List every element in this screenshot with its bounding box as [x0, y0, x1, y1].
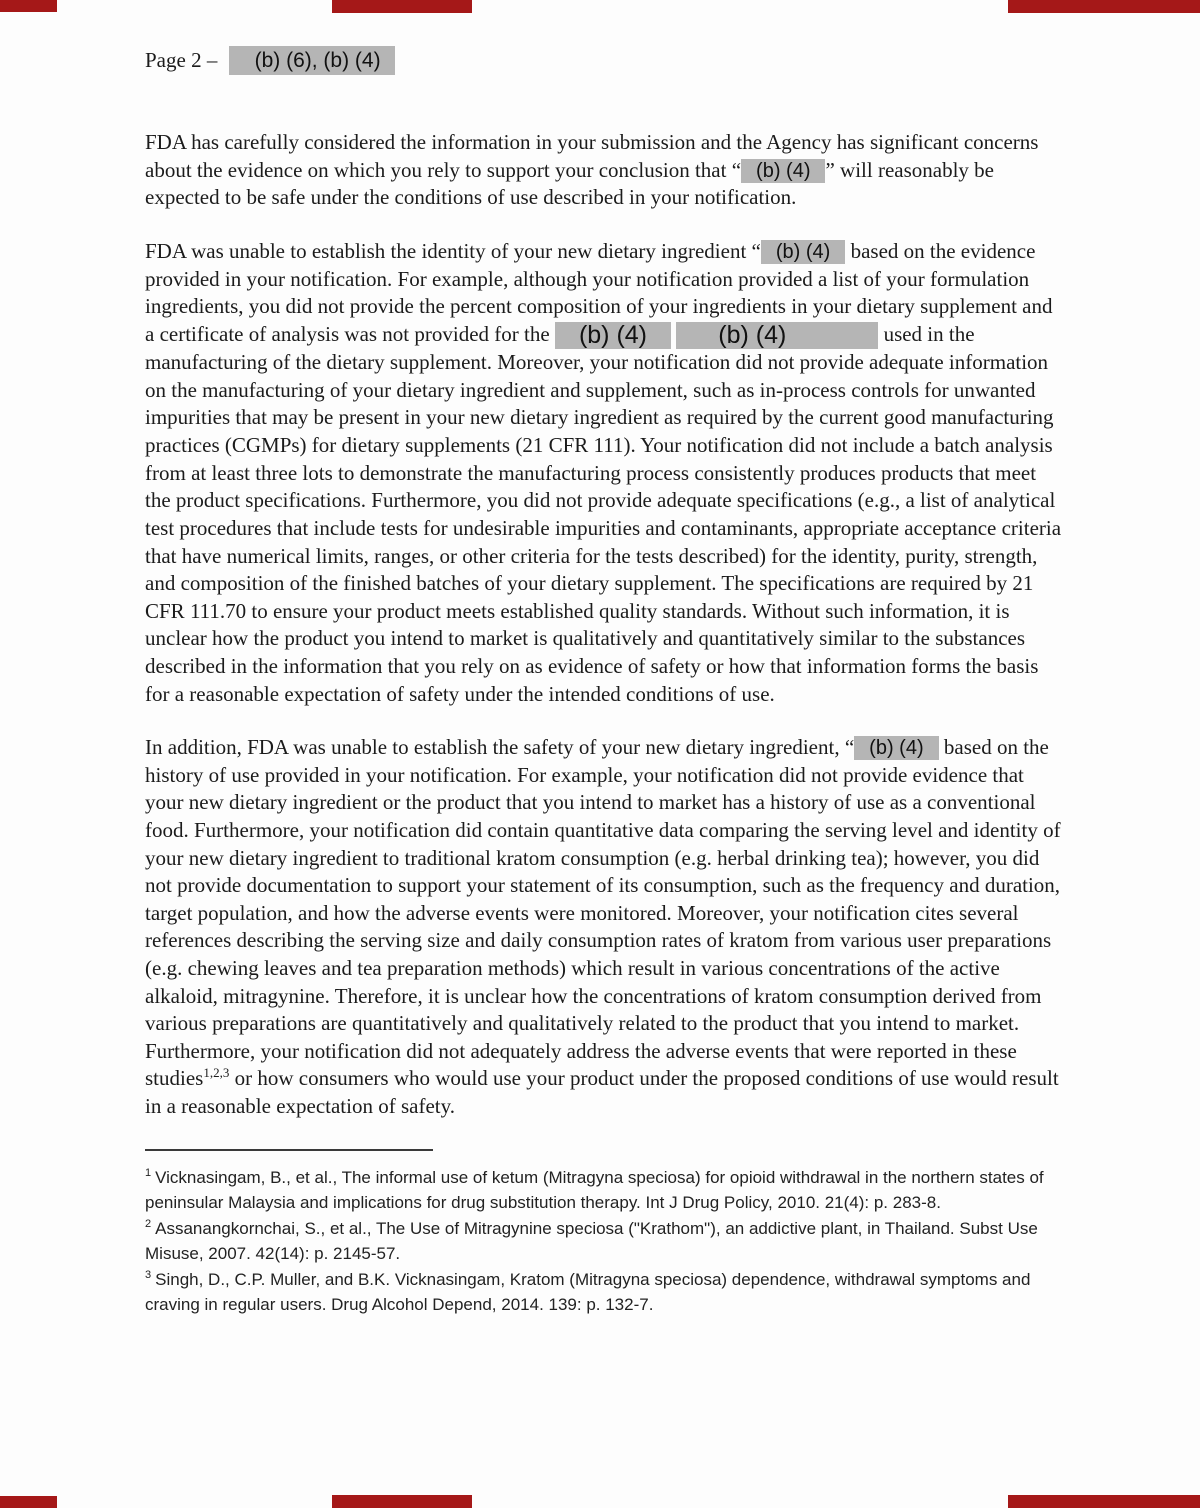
footnote [145, 1267, 1065, 1318]
footnote-marker: 1 [145, 1167, 152, 1180]
redaction-box: (b) (4) [761, 240, 845, 264]
paragraph-text: In addition, FDA was unable to establish the safety of your new dietary ingredient, “ [145, 735, 855, 760]
scan-artifact-bottom-left [0, 1496, 57, 1508]
footnote-text: Singh, D., C.P. Muller, and B.K. Vicknasingam, Kratom (Mitragyna speciosa) dependence, withdrawal symptoms and craving in regular users. Drug Alcohol Depend, 2014. 139: p. 132-7. [145, 1269, 1031, 1315]
scan-artifact-top-left [0, 0, 57, 12]
paragraph-text: FDA has carefully considered the information in your submission and the Agency has significant concerns about the evidence on which you rely to support your conclusion that “ [145, 130, 1039, 182]
page-number-label: Page 2 – [145, 48, 218, 72]
paragraph-text: based on the history of use provided in your notification. For example, your notification did not provide evidence that your new dietary ingredient or the product that you intend to market has a history of use as a conventional food. Furthermore, your notification did contain quantitative data comparing the serving level and identity of your new dietary ingredient to traditional kratom consumption (e.g. herbal drinking tea); however, you did not provide documentation to support your statement of its consumption, such as the frequency and duration, target population, and how the adverse events were monitored. Moreover, your notification cites several references describing the serving size and daily consumption rates of kratom from various user preparations (e.g. chewing leaves and tea preparation methods) which result in various concentrations of the active alkaloid, mitragynine. Therefore, it is unclear how the concentrations of kratom consumption derived from various preparations are quantitatively and qualitatively related to the product that you intend to market. Furthermore, your notification did not adequately address the adverse events that were reported in these studies [145, 735, 1061, 1091]
footnote-marker: 3 [145, 1269, 152, 1282]
paragraph [145, 238, 1065, 708]
scan-artifact-top-right [1008, 0, 1200, 13]
scan-artifact-bottom-right [1008, 1495, 1200, 1508]
footnote-reference: 1,2,3 [203, 1065, 230, 1081]
redaction-box: (b) (4) [676, 322, 878, 350]
scan-artifact-bottom-middle [332, 1495, 472, 1508]
redaction-box: (b) (6), (b) (4) [229, 46, 395, 75]
paragraph-text: or how consumers who would use your product under the proposed conditions of use would result in a reasonable expectation of safety. [145, 1066, 1059, 1119]
paragraph-text: based on the evidence provided in your notification. For example, although your notification provided a list of your formulation ingredients, you did not provide the percent composition of your ingredients in your dietary supplement and a certificate of analysis was not provided for the [145, 238, 1053, 346]
redaction-box: (b) (4) [741, 159, 825, 183]
footnote-text: Assanangkornchai, S., et al., The Use of Mitragynine speciosa ("Krathom"), an addictive plant, in Thailand. Subst Use Misuse, 2007. 42(14): p. 2145-57. [145, 1218, 1038, 1264]
page-header [145, 46, 1065, 75]
footnote-marker: 2 [145, 1218, 152, 1231]
footnotes [145, 1165, 1065, 1318]
paragraph-text: ” will reasonably be expected to be safe under the conditions of use described in your notification. [145, 157, 995, 210]
paragraph-text: FDA was unable to establish the identity of your new dietary ingredient “ [145, 238, 761, 263]
paragraph-text: used in the manufacturing of the dietary supplement. Moreover, your notification did not provide adequate information on the manufacturing of your dietary ingredient and supplement, such as in-process controls for unwanted impurities that may be present in your new dietary ingredient as required by the current good manufacturing practices (CGMPs) for dietary supplements (21 CFR 111). Your notification did not include a batch analysis from at least three lots to demonstrate the manufacturing process consistently produces products that meet the product specifications. Furthermore, you did not provide adequate specifications (e.g., a list of analytical test procedures that include tests for undesirable impurities and contaminants, appropriate acceptance criteria that have numerical limits, ranges, or other criteria for the tests described) for the identity, purity, strength, and composition of the finished batches of your dietary supplement. The specifications are required by 21 CFR 111.70 to ensure your product meets established quality standards. Without such information, it is unclear how the product you intend to market is qualitatively and quantitatively similar to the substances described in the information that you rely on as evidence of safety or how that information forms the basis for a reasonable expectation of safety under the intended conditions of use. [145, 321, 1062, 706]
footnote-text: Vicknasingam, B., et al., The informal use of ketum (Mitragyna speciosa) for opioid withdrawal in the northern states of peninsular Malaysia and implications for drug substitution therapy. Int J Drug Policy, 2010. 21(4): p. 283-8. [145, 1167, 1044, 1213]
paragraph [145, 129, 1065, 212]
footnote [145, 1165, 1065, 1216]
scan-artifact-top-middle [332, 0, 472, 13]
paragraph [145, 734, 1065, 1121]
redaction-box: (b) (4) [555, 322, 671, 350]
body-paragraphs [145, 129, 1065, 1121]
footnote-separator [145, 1149, 433, 1151]
footnote [145, 1216, 1065, 1267]
redaction-box: (b) (4) [854, 736, 938, 760]
page-content [145, 46, 1065, 1318]
